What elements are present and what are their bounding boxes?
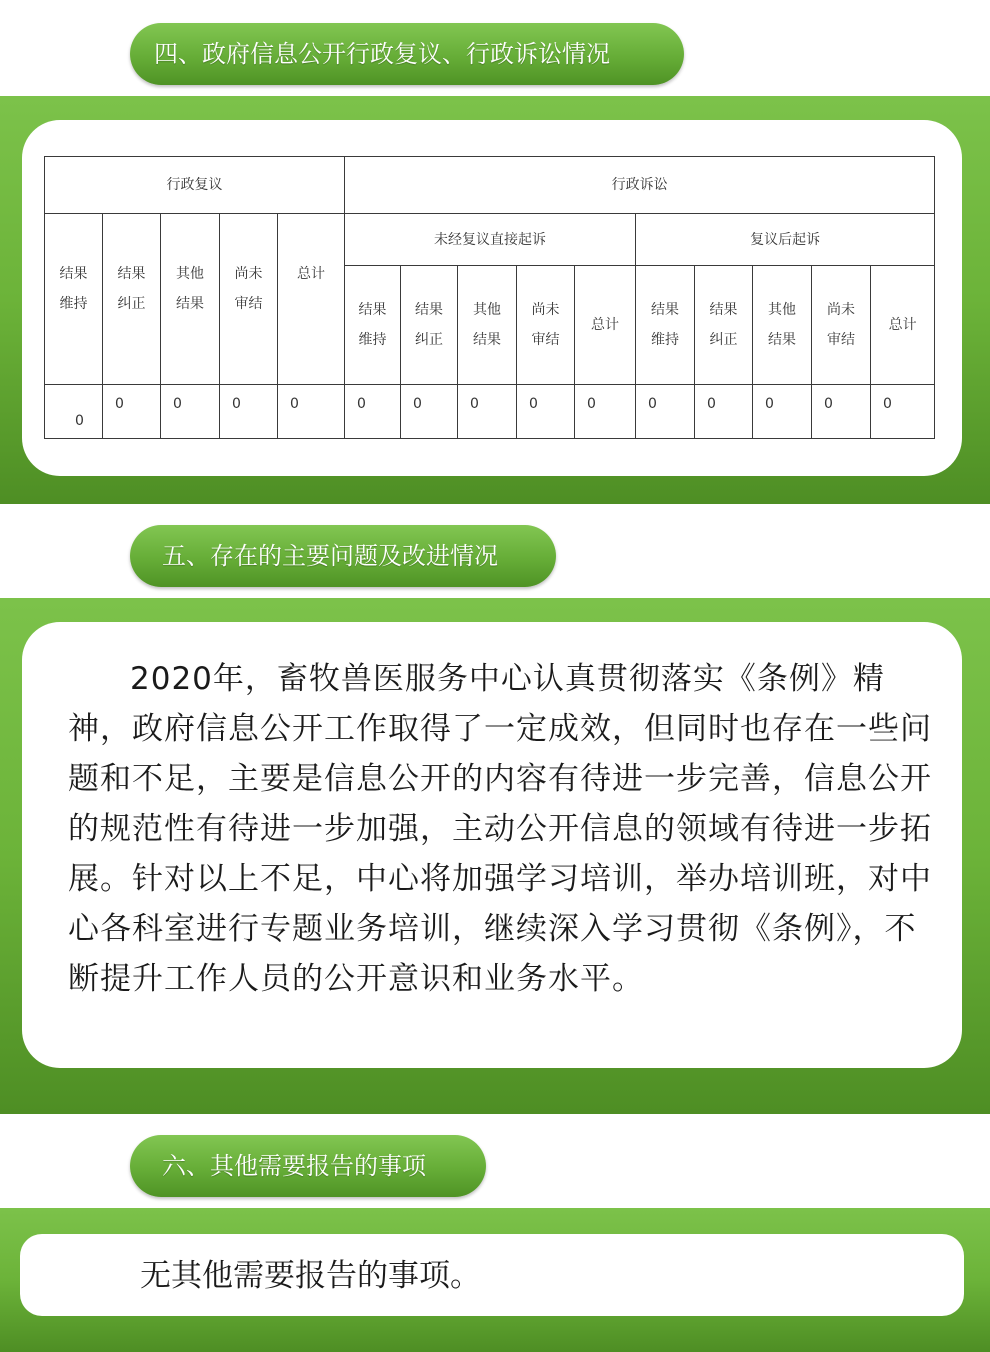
appeal-litigation-table <box>44 156 935 439</box>
section-5-heading: 五、存在的主要问题及改进情况 <box>130 525 556 587</box>
cell-value: 0 <box>575 385 636 439</box>
header-admin-review: 行政复议 <box>45 157 345 214</box>
col-review-pending: 尚未 审结 <box>220 214 278 385</box>
col-post-total: 总计 <box>871 266 935 385</box>
cell-value: 0 <box>812 385 871 439</box>
section-6-heading: 六、其他需要报告的事项 <box>130 1135 486 1197</box>
col-post-pending: 尚未 审结 <box>812 266 871 385</box>
header-post-review-suit: 复议后起诉 <box>636 214 935 266</box>
col-direct-upheld: 结果 维持 <box>345 266 401 385</box>
cell-value: 0 <box>695 385 753 439</box>
cell-value: 0 <box>517 385 575 439</box>
col-direct-total: 总计 <box>575 266 636 385</box>
section-6-text: 无其他需要报告的事项。 <box>140 1258 481 1294</box>
cell-value: 0 <box>753 385 812 439</box>
cell-value: 0 <box>103 385 161 439</box>
cell-value: 0 <box>458 385 517 439</box>
col-review-upheld: 结果 维持 <box>45 214 103 385</box>
cell-value: 0 <box>45 385 103 439</box>
cell-value: 0 <box>401 385 458 439</box>
col-review-other: 其他 结果 <box>161 214 220 385</box>
section-4-heading: 四、政府信息公开行政复议、行政诉讼情况 <box>130 23 684 85</box>
col-review-total: 总计 <box>278 214 345 385</box>
header-admin-litigation: 行政诉讼 <box>345 157 935 214</box>
cell-value: 0 <box>345 385 401 439</box>
col-post-upheld: 结果 维持 <box>636 266 695 385</box>
col-review-corrected: 结果 纠正 <box>103 214 161 385</box>
col-post-corrected: 结果 纠正 <box>695 266 753 385</box>
cell-value: 0 <box>161 385 220 439</box>
col-direct-corrected: 结果 纠正 <box>401 266 458 385</box>
cell-value: 0 <box>871 385 935 439</box>
col-post-other: 其他 结果 <box>753 266 812 385</box>
section-5-paragraph: 2020年，畜牧兽医服务中心认真贯彻落实《条例》精神，政府信息公开工作取得了一定成效，但同时也存在一些问题和不足，主要是信息公开的内容有待进一步完善，信息公开的规范性有待进一步加强，主动公开信息的领域有待进一步拓展。针对以上不足，中心将加强学习培训，举办培训班，对中心各科室进行专题业务培训，继续深入学习贯彻《条例》，不断提升工作人员的公开意识和业务水平。 <box>68 661 932 997</box>
cell-value: 0 <box>220 385 278 439</box>
cell-value: 0 <box>278 385 345 439</box>
header-direct-suit: 未经复议直接起诉 <box>345 214 636 266</box>
table-row <box>45 385 935 439</box>
col-direct-other: 其他 结果 <box>458 266 517 385</box>
col-direct-pending: 尚未 审结 <box>517 266 575 385</box>
cell-value: 0 <box>636 385 695 439</box>
